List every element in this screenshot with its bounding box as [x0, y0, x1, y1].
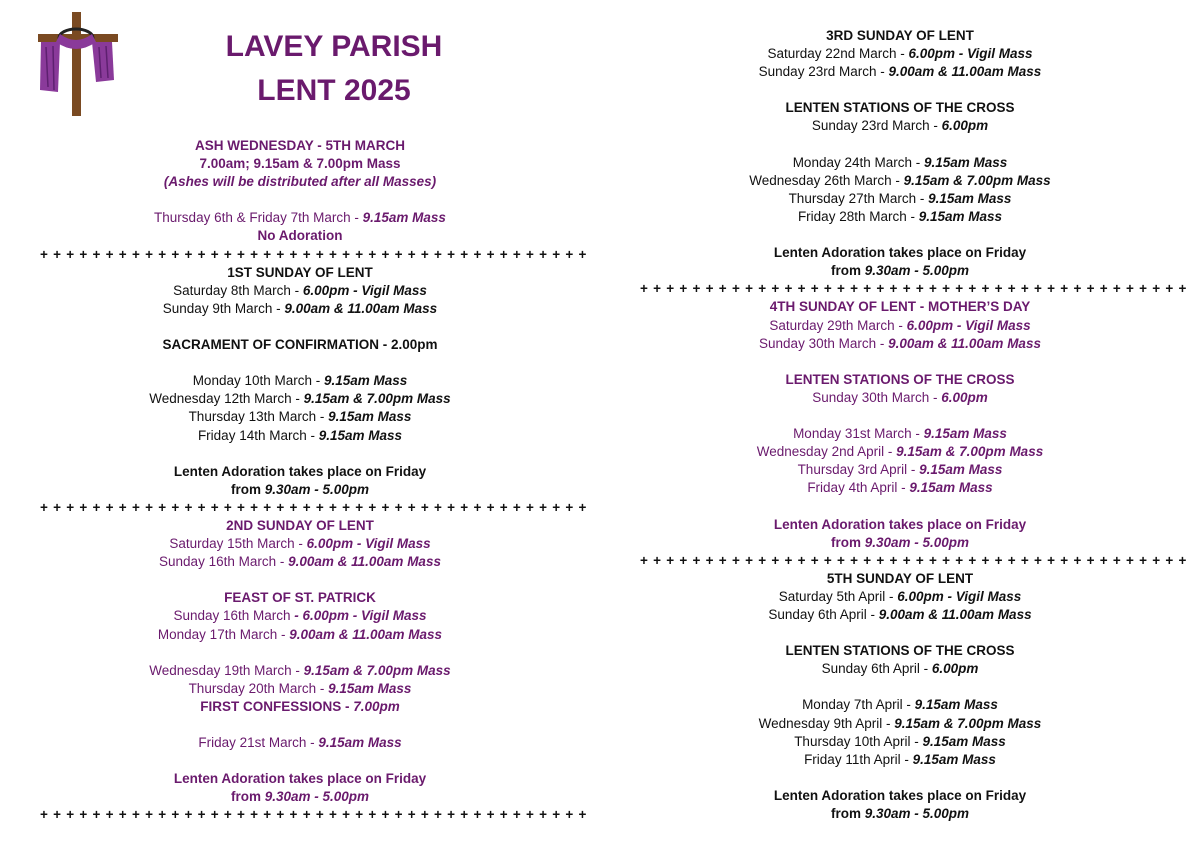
- day-label: Thursday 6th & Friday 7th March -: [154, 210, 363, 226]
- day-label: Friday 4th April -: [807, 480, 910, 496]
- mass-row: [40, 300, 560, 318]
- mass-row: [40, 607, 560, 625]
- mass-row: [640, 208, 1160, 226]
- day-label: Sunday 9th March -: [162, 300, 285, 316]
- adoration-time-row: [640, 805, 1160, 823]
- mass-row: [640, 606, 1160, 624]
- mass-time: 9.00am & 11.00am Mass: [289, 626, 443, 642]
- day-label: Wednesday 2nd April -: [756, 444, 897, 460]
- ash-wednesday-heading: ASH WEDNESDAY - 5TH MARCH: [194, 138, 406, 153]
- day-label: Thursday 3rd April -: [797, 462, 920, 478]
- mass-row: [40, 282, 560, 300]
- day-label: Thursday 20th March -: [188, 680, 329, 696]
- adoration-line: Lenten Adoration takes place on Friday: [773, 245, 1027, 261]
- day-label: Monday 7th April -: [802, 697, 915, 713]
- mass-row: [640, 317, 1160, 335]
- day-label: Saturday 8th March -: [173, 282, 303, 298]
- no-adoration: No Adoration: [257, 228, 343, 244]
- stations-heading: LENTEN STATIONS OF THE CROSS: [785, 643, 1015, 659]
- mass-row: [40, 427, 560, 445]
- adoration-line: Lenten Adoration takes place on Friday: [773, 787, 1027, 803]
- mass-row: [40, 734, 560, 752]
- mass-row: [640, 696, 1160, 714]
- mass-time: 9.15am Mass: [919, 462, 1003, 478]
- mass-row: [640, 588, 1160, 606]
- adoration-time-row: [40, 481, 560, 499]
- adoration-line: Lenten Adoration takes place on Friday: [773, 516, 1027, 532]
- day-label: SACRAMENT OF CONFIRMATION: [162, 337, 379, 353]
- mass-time: 6.00pm - Vigil Mass: [306, 536, 431, 552]
- left-column: [40, 137, 588, 825]
- mass-time: 9.30am - 5.00pm: [864, 806, 970, 822]
- mass-time: 9.15am Mass: [912, 751, 996, 767]
- mass-row: [640, 63, 1160, 81]
- mass-row: [40, 553, 560, 571]
- day-label: Monday 17th March -: [157, 626, 290, 642]
- mass-time: 9.15am Mass: [362, 210, 446, 226]
- day-label: Wednesday 19th March -: [149, 662, 304, 678]
- day-label: Sunday 23rd March -: [811, 118, 942, 134]
- day-label: Wednesday 9th April -: [758, 715, 895, 731]
- day-label: Friday 21st March -: [198, 735, 319, 751]
- day-label: Thursday 10th April -: [794, 733, 923, 749]
- mass-row: [40, 390, 560, 408]
- mass-time: 9.30am - 5.00pm: [864, 263, 970, 279]
- mass-time: 9.00am & 11.00am Mass: [878, 607, 1032, 622]
- mass-row: [640, 443, 1160, 461]
- week4-heading: 4TH SUNDAY OF LENT - MOTHER’S DAY: [769, 299, 1031, 315]
- st-patrick-heading: FEAST OF ST. PATRICK: [224, 590, 376, 606]
- mass-time: 9.15am Mass: [928, 190, 1012, 206]
- day-label: from: [230, 789, 265, 805]
- week1-heading: 1ST SUNDAY OF LENT: [227, 264, 373, 280]
- week2-heading: 2ND SUNDAY OF LENT: [226, 517, 374, 533]
- ash-note: (Ashes will be distributed after all Masses): [163, 174, 437, 190]
- day-label: Friday 14th March -: [197, 427, 319, 443]
- mass-time: 9.15am Mass: [922, 733, 1006, 749]
- stations-heading: LENTEN STATIONS OF THE CROSS: [785, 371, 1015, 387]
- mass-row: [40, 209, 560, 227]
- mass-time: 9.30am - 5.00pm: [264, 789, 370, 805]
- day-label: Sunday 23rd March -: [758, 64, 889, 80]
- mass-time: 9.15am Mass: [923, 426, 1007, 442]
- day-label: Sunday 30th March -: [812, 389, 942, 405]
- stations-row: [640, 660, 1160, 678]
- mass-time: 9.15am Mass: [909, 480, 993, 496]
- adoration-time-row: [40, 788, 560, 806]
- mass-row: [640, 479, 1160, 497]
- mass-row: [40, 372, 560, 390]
- day-label: - 2.00pm: [378, 337, 438, 353]
- mass-time: 6.00pm: [941, 389, 988, 405]
- stations-row: [640, 117, 1160, 135]
- day-label: from: [230, 481, 265, 497]
- parish-title: LAVEY PARISH: [225, 30, 443, 63]
- week5-heading: 5TH SUNDAY OF LENT: [826, 570, 974, 586]
- mass-time: 9.15am Mass: [328, 680, 412, 696]
- cross-image: [36, 12, 120, 116]
- day-label: Thursday 27th March -: [788, 190, 929, 206]
- mass-time: 9.00am & 11.00am Mass: [288, 554, 441, 570]
- mass-time: 6.00pm - Vigil Mass: [908, 46, 1033, 62]
- mass-time: 6.00pm - Vigil Mass: [897, 588, 1022, 604]
- day-label: from: [830, 534, 865, 550]
- mass-row: [40, 408, 560, 426]
- separator: + + + + + + + + + + + + + + + + + + + + + + + + + + + + + + + + + + + + + + + + + +: [640, 281, 1188, 297]
- mass-row: [640, 751, 1160, 769]
- day-label: Friday 28th March -: [797, 208, 919, 224]
- adoration-line: Lenten Adoration takes place on Friday: [173, 771, 427, 787]
- mass-row: [640, 461, 1160, 479]
- mass-time: 9.15am Mass: [924, 154, 1008, 170]
- day-label: Friday 11th April -: [804, 751, 913, 767]
- day-label: Thursday 13th March -: [188, 409, 329, 425]
- day-label: Monday 31st March -: [793, 426, 924, 442]
- mass-time: - 6.00pm - Vigil Mass: [290, 608, 427, 624]
- stations-row: [640, 389, 1160, 407]
- mass-row: [640, 733, 1160, 751]
- mass-time: 9.15am & 7.00pm Mass: [303, 662, 451, 678]
- mass-time: 9.15am & 7.00pm Mass: [894, 715, 1042, 731]
- mass-time: 9.15am Mass: [324, 373, 408, 389]
- mass-time: 9.30am - 5.00pm: [864, 534, 970, 550]
- right-column: [640, 27, 1188, 823]
- mass-time: 9.15am Mass: [318, 427, 403, 443]
- day-label: Sunday 16th March: [173, 608, 291, 624]
- mass-row: [640, 425, 1160, 443]
- day-label: Saturday 22nd March -: [767, 46, 909, 62]
- stations-heading: LENTEN STATIONS OF THE CROSS: [785, 100, 1015, 116]
- day-label: Saturday 5th April -: [778, 588, 898, 604]
- week3-heading: 3RD SUNDAY OF LENT: [826, 28, 974, 43]
- mass-time: 6.00pm: [941, 118, 989, 134]
- mass-time: 9.00am & 11.00am Mass: [888, 335, 1041, 351]
- mass-row: [40, 535, 560, 553]
- mass-time: 9.15am & 7.00pm Mass: [896, 444, 1044, 460]
- mass-time: 9.00am & 11.00am Mass: [888, 64, 1042, 80]
- day-label: Sunday 30th March -: [759, 335, 889, 351]
- mass-row: [640, 715, 1160, 733]
- mass-row: [640, 172, 1160, 190]
- mass-time: 9.15am & 7.00pm Mass: [303, 391, 451, 407]
- day-label: Sunday 6th April -: [768, 607, 879, 622]
- confirmation-row: [40, 336, 560, 354]
- mass-time: 7.00pm: [353, 698, 400, 714]
- mass-row: [640, 190, 1160, 208]
- separator: + + + + + + + + + + + + + + + + + + + + + + + + + + + + + + + + + + + + + + + + + +: [640, 552, 1188, 568]
- mass-time: 6.00pm - Vigil Mass: [302, 282, 427, 298]
- day-label: Sunday 6th April -: [821, 661, 932, 677]
- mass-time: 9.15am Mass: [914, 697, 998, 713]
- mass-time: 6.00pm: [931, 661, 979, 677]
- day-label: Saturday 29th March -: [769, 317, 907, 333]
- mass-row: [40, 626, 560, 644]
- adoration-line: Lenten Adoration takes place on Friday: [173, 463, 427, 479]
- mass-row: [40, 662, 560, 680]
- mass-time: 9.15am Mass: [918, 208, 1003, 224]
- mass-time: 9.15am Mass: [318, 735, 402, 751]
- separator: + + + + + + + + + + + + + + + + + + + + + + + + + + + + + + + + + + + + + + + + + +: [40, 499, 588, 515]
- day-label: Monday 24th March -: [792, 154, 924, 170]
- adoration-time-row: [640, 262, 1160, 280]
- mass-time: 9.15am Mass: [328, 409, 412, 425]
- lent-title: LENT 2025: [257, 74, 411, 107]
- ash-wednesday-times: 7.00am; 9.15am & 7.00pm Mass: [199, 156, 401, 172]
- day-label: FIRST CONFESSIONS -: [200, 698, 354, 714]
- mass-time: 9.15am & 7.00pm Mass: [903, 172, 1051, 188]
- mass-row: [640, 335, 1160, 353]
- separator: + + + + + + + + + + + + + + + + + + + + + + + + + + + + + + + + + + + + + + + + + +: [40, 246, 588, 262]
- day-label: Wednesday 26th March -: [749, 172, 904, 188]
- first-confessions-row: [40, 698, 560, 716]
- day-label: from: [830, 263, 865, 279]
- day-label: Saturday 15th March -: [169, 536, 307, 552]
- mass-row: [640, 45, 1160, 63]
- day-label: Sunday 16th March -: [159, 554, 289, 570]
- mass-row: [640, 154, 1160, 172]
- adoration-time-row: [640, 534, 1160, 552]
- mass-row: [40, 680, 560, 698]
- separator: + + + + + + + + + + + + + + + + + + + + + + + + + + + + + + + + + + + + + + + + + +: [40, 807, 588, 823]
- mass-time: 6.00pm - Vigil Mass: [906, 317, 1031, 333]
- day-label: from: [830, 806, 865, 822]
- day-label: Wednesday 12th March -: [149, 391, 304, 407]
- day-label: Monday 10th March -: [192, 373, 324, 389]
- mass-time: 9.00am & 11.00am Mass: [284, 300, 438, 316]
- mass-time: 9.30am - 5.00pm: [264, 481, 370, 497]
